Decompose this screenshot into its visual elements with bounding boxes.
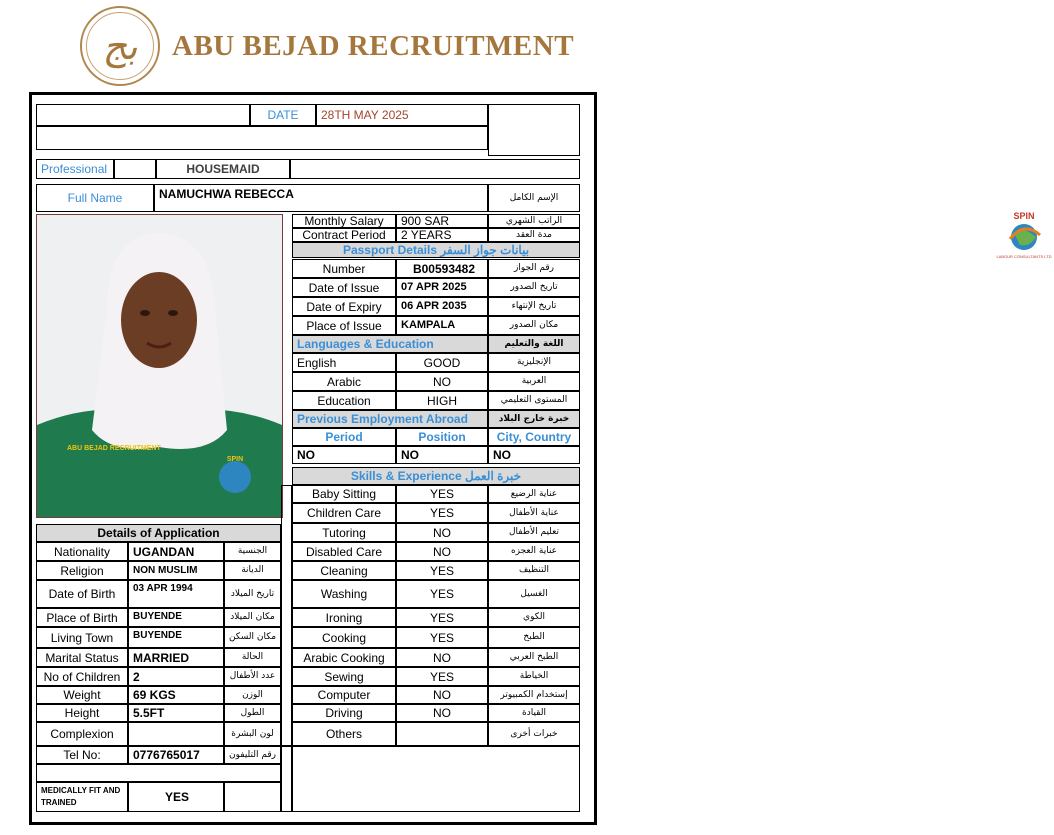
blank-cell (292, 746, 580, 812)
skill-arabic: الكوي (488, 608, 580, 627)
company-name: ABU BEJAD RECRUITMENT (172, 30, 575, 62)
medical-label: MEDICALLY FIT AND TRAINED (36, 782, 128, 812)
skill-value: NO (396, 542, 488, 561)
application-value: MARRIED (128, 648, 224, 667)
skills-heading: Skills & Experience خبرة العمل (292, 467, 580, 485)
contract-arabic: مدة العقد (488, 228, 580, 242)
blank-cell (290, 159, 580, 179)
skill-label: Computer (292, 686, 396, 704)
contract-label: Contract Period (292, 228, 396, 242)
skill-label: Cooking (292, 627, 396, 648)
skill-label: Children Care (292, 503, 396, 523)
passport-arabic: تاريخ الإنتهاء (488, 297, 580, 316)
application-label: Weight (36, 686, 128, 704)
professional-label: Professional (36, 159, 114, 179)
language-label: English (292, 353, 396, 372)
skill-arabic: خبرات أخرى (488, 722, 580, 746)
languages-heading-arabic: اللغة والتعليم (488, 335, 580, 353)
blank-cell (36, 104, 250, 126)
application-arabic: الحالة (224, 648, 281, 667)
skill-value: YES (396, 608, 488, 627)
language-arabic: العربية (488, 372, 580, 391)
application-value: 69 KGS (128, 686, 224, 704)
application-arabic: عدد الأطفال (224, 667, 281, 686)
skill-label: Others (292, 722, 396, 746)
skill-value: NO (396, 648, 488, 667)
skill-arabic: إستخدام الكمبيوتر (488, 686, 580, 704)
application-value: UGANDAN (128, 542, 224, 561)
employment-city: NO (488, 446, 580, 464)
skill-arabic: عناية الأطفال (488, 503, 580, 523)
language-value: NO (396, 372, 488, 391)
skill-arabic: الخياطة (488, 667, 580, 686)
skill-label: Washing (292, 580, 396, 608)
spin-logo-text: SPIN (1013, 211, 1035, 221)
skill-label: Ironing (292, 608, 396, 627)
employment-period: NO (292, 446, 396, 464)
blank-cell (114, 159, 156, 179)
application-label: Religion (36, 561, 128, 580)
application-arabic: مكان السكن (224, 627, 281, 648)
employment-col-position: Position (396, 428, 488, 446)
skill-arabic: عناية الرضيع (488, 485, 580, 503)
application-value: 03 APR 1994 (128, 580, 224, 608)
skill-label: Disabled Care (292, 542, 396, 561)
blank-cell (281, 485, 292, 746)
skill-label: Arabic Cooking (292, 648, 396, 667)
skill-arabic: تعليم الأطفال (488, 523, 580, 542)
language-label: Arabic (292, 372, 396, 391)
employment-heading-arabic: خبرة خارج البلاد (488, 410, 580, 428)
contract-arabic: الراتب الشهري (488, 214, 580, 228)
skill-value: YES (396, 561, 488, 580)
shirt-badge: SPIN (226, 456, 244, 463)
application-label: No of Children (36, 667, 128, 686)
blank-cell (281, 746, 292, 812)
passport-arabic: تاريخ الصدور (488, 278, 580, 297)
skill-arabic: القيادة (488, 704, 580, 722)
skill-value: YES (396, 580, 488, 608)
skill-value: NO (396, 686, 488, 704)
shirt-text: ABU BEJAD RECRUITMENT (67, 445, 161, 452)
application-value: 5.5FT (128, 704, 224, 722)
skill-value: YES (396, 667, 488, 686)
blank-row (36, 126, 488, 150)
employment-col-period: Period (292, 428, 396, 446)
skill-arabic: التنظيف (488, 561, 580, 580)
passport-label: Number (292, 259, 396, 278)
contract-value: 2 YEARS (396, 228, 488, 242)
language-arabic: الإنجليزية (488, 353, 580, 372)
spin-logo-subtext: LABOUR CONSULTANTS LTD (996, 254, 1052, 259)
contract-value: 900 SAR (396, 214, 488, 228)
professional-value: HOUSEMAID (156, 159, 290, 179)
application-arabic: الطول (224, 704, 281, 722)
application-arabic: الوزن (224, 686, 281, 704)
application-value (128, 722, 224, 746)
skill-label: Cleaning (292, 561, 396, 580)
application-value: 2 (128, 667, 224, 686)
skill-value (396, 722, 488, 746)
application-label: Date of Birth (36, 580, 128, 608)
application-label: Height (36, 704, 128, 722)
passport-label: Date of Issue (292, 278, 396, 297)
application-label: Living Town (36, 627, 128, 648)
passport-label: Place of Issue (292, 316, 396, 335)
language-arabic: المستوى التعليمي (488, 391, 580, 410)
application-heading: Details of Application (36, 524, 281, 542)
skill-value: YES (396, 485, 488, 503)
application-arabic: لون البشرة (224, 722, 281, 746)
company-logo (80, 6, 160, 86)
skill-arabic: الطبخ العربي (488, 648, 580, 667)
skill-label: Sewing (292, 667, 396, 686)
employment-col-city: City, Country (488, 428, 580, 446)
application-value: 0776765017 (128, 746, 224, 764)
passport-value: 06 APR 2035 (396, 297, 488, 316)
passport-arabic: مكان الصدور (488, 316, 580, 335)
medical-value: YES (128, 782, 224, 812)
skill-value: YES (396, 627, 488, 648)
applicant-photo (36, 214, 283, 518)
passport-value: B00593482 (396, 259, 488, 278)
logo-monogram: بج (86, 12, 154, 80)
passport-arabic: رقم الجواز (488, 259, 580, 278)
skill-label: Driving (292, 704, 396, 722)
language-label: Education (292, 391, 396, 410)
application-value: NON MUSLIM (128, 561, 224, 580)
application-arabic: تاريخ الميلاد (224, 580, 281, 608)
application-label: Nationality (36, 542, 128, 561)
passport-label: Date of Expiry (292, 297, 396, 316)
application-label: Tel No: (36, 746, 128, 764)
employment-position: NO (396, 446, 488, 464)
blank-cell (224, 782, 281, 812)
application-label: Marital Status (36, 648, 128, 667)
skill-arabic: الطبخ (488, 627, 580, 648)
skill-label: Baby Sitting (292, 485, 396, 503)
application-arabic: رقم التليفون (224, 746, 281, 764)
skill-arabic: عناية العجزه (488, 542, 580, 561)
skill-value: NO (396, 523, 488, 542)
fullname-arabic: الإسم الكامل (488, 184, 580, 212)
contract-label: Monthly Salary (292, 214, 396, 228)
fullname-label: Full Name (36, 184, 154, 212)
application-arabic: الجنسية (224, 542, 281, 561)
date-label: DATE (250, 104, 316, 126)
application-value: BUYENDE (128, 627, 224, 648)
employment-heading: Previous Employment Abroad (292, 410, 488, 428)
language-value: GOOD (396, 353, 488, 372)
blank-row (36, 764, 281, 782)
language-value: HIGH (396, 391, 488, 410)
date-value: 28TH MAY 2025 (316, 104, 488, 126)
skill-arabic: الغسيل (488, 580, 580, 608)
passport-value: KAMPALA (396, 316, 488, 335)
application-label: Complexion (36, 722, 128, 746)
spin-logo-icon (994, 209, 1054, 261)
skill-value: YES (396, 503, 488, 523)
application-label: Place of Birth (36, 608, 128, 627)
application-value: BUYENDE (128, 608, 224, 627)
passport-heading: Passport Details بيانات جواز السفر (292, 242, 580, 258)
application-arabic: مكان الميلاد (224, 608, 281, 627)
fullname-value: NAMUCHWA REBECCA (154, 184, 488, 212)
passport-value: 07 APR 2025 (396, 278, 488, 297)
skill-value: NO (396, 704, 488, 722)
application-arabic: الديانة (224, 561, 281, 580)
languages-heading: Languages & Education (292, 335, 488, 353)
skill-label: Tutoring (292, 523, 396, 542)
